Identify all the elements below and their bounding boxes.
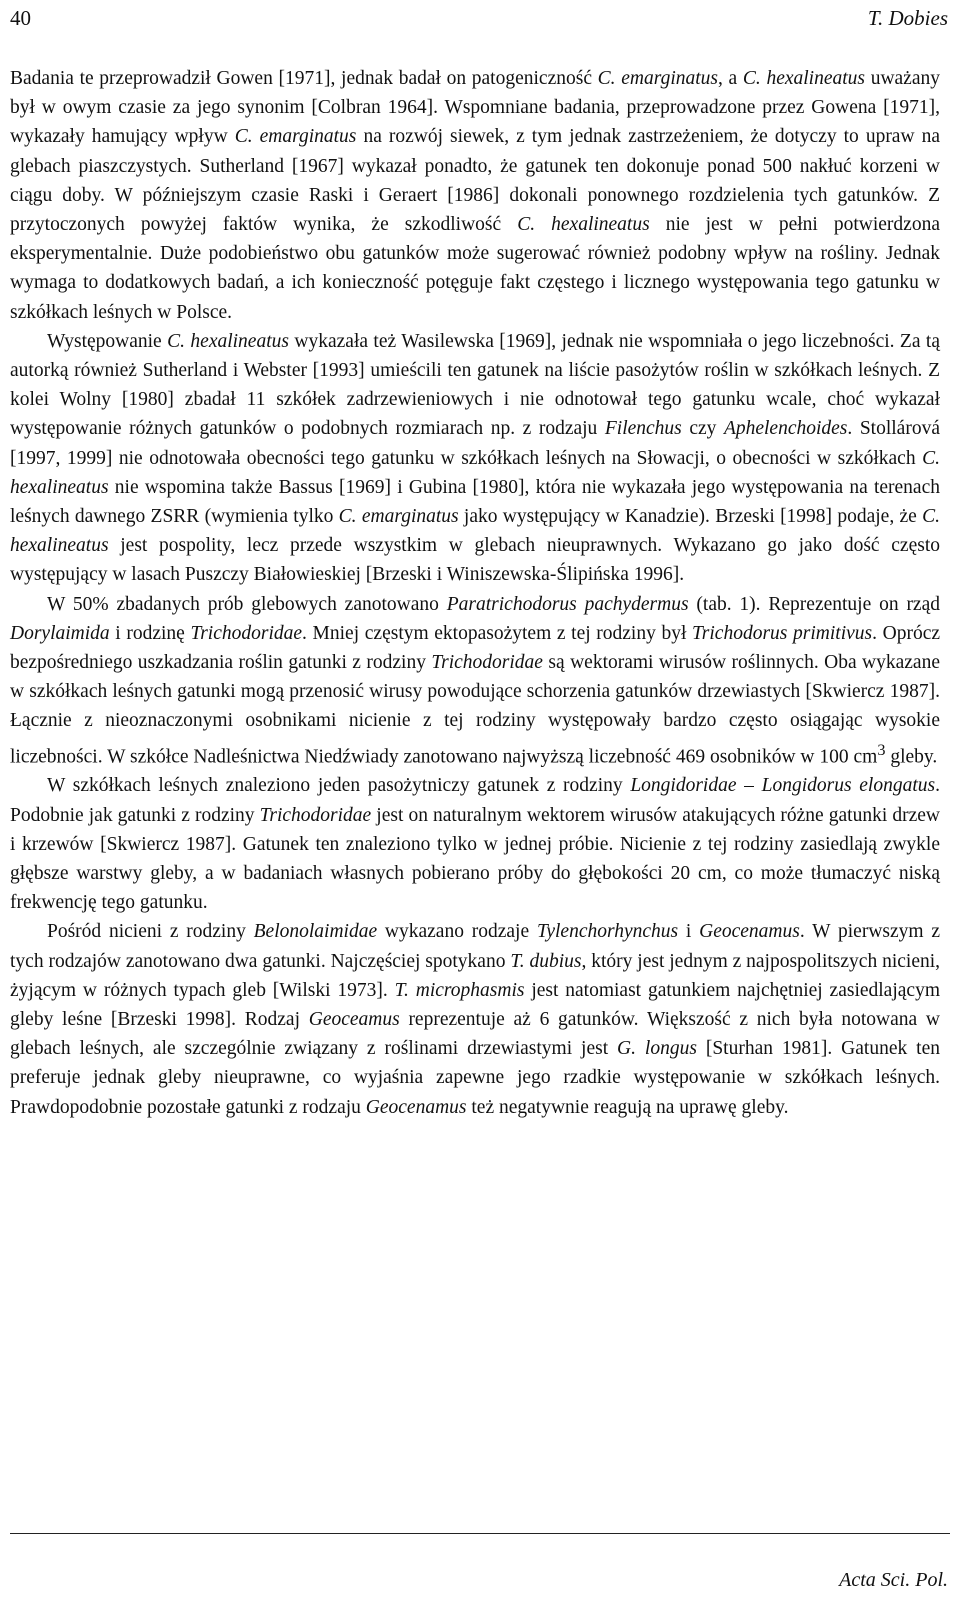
italic-term: Geocenamus	[365, 1096, 467, 1118]
paragraph-1	[10, 64, 940, 327]
italic-term: Geocenamus	[699, 921, 800, 943]
text-run: i rodzinę	[109, 622, 191, 644]
text-run: W szkółkach leśnych znaleziono jeden pasożytniczy gatunek z rodziny	[47, 775, 631, 797]
text-run: reprezentuje aż 6 gatunków. Większość z nich była notowana w glebach leśnych, ale szczególnie związany z roślinami drzewiastymi jest	[10, 1009, 940, 1060]
italic-term: Trichodoridae	[190, 622, 303, 644]
text-run: , a	[718, 68, 743, 89]
text-run: . Stollárová [1997, 1999] nie odnotowała obecności tego gatunku w szkółkach leśnych na Słowacji, o obecności w szkółkach	[10, 418, 940, 469]
running-author: T. Dobies	[867, 6, 948, 30]
text-run: W 50% zbadanych prób glebowych zanotowano	[47, 593, 447, 615]
text-run: Występowanie	[47, 330, 168, 352]
italic-term: C. emarginatus	[338, 506, 459, 528]
text-run: nie wspomina także Bassus [1969] i Gubina [1980], która nie wykazała jego występowania na terenach leśnych dawnego ZSRR (wymienia tylko	[10, 476, 940, 528]
italic-term: G. longus	[617, 1038, 697, 1060]
text-run: nie jest w pełni potwierdzona eksperymentalnie. Duże podobieństwo obu gatunków może sugerować również podobny wpływ na rośliny. Jednak wymaga to dodatkowych badań, a ich konieczność potęguje fakt częstego i licznego występowania tego gatunku w szkółkach leśnych w Polsce.	[10, 214, 940, 323]
text-run: gleby.	[885, 746, 938, 768]
italic-term: C. hexalineatus	[10, 506, 940, 557]
italic-term: Paratrichodorus pachydermus	[446, 593, 689, 615]
text-run: czy	[681, 418, 724, 440]
text-run: [Sturhan 1981]. Gatunek ten preferuje jednak gleby nieuprawne, co wyjaśnia zapewne jego rzadkie występowanie w szkółkach leśnych. Prawdopodobnie pozostałe gatunki z rodzaju	[10, 1038, 940, 1118]
text-run: też negatywnie reagują na uprawę gleby.	[466, 1096, 789, 1118]
page-number: 40	[10, 6, 31, 30]
italic-term: C. hexalineatus	[742, 68, 866, 89]
italic-term: Geoceamus	[308, 1009, 400, 1030]
italic-term: Trichodoridae	[259, 804, 372, 826]
italic-term: C. emarginatus	[597, 68, 718, 89]
italic-term: Tylenchorhynchus	[536, 921, 679, 943]
text-run: na rozwój siewek, z tym jednak zastrzeżeniem, że dotyczy to upraw na glebach piaszczystych. Sutherland [1967] wykazał ponadto, że gatunek ten dokonuje ponad 500 nakłuć korzeni w ciągu doby. W późniejszym czasie Raski i Geraert [1986] dokonali ponownego rozdzielenia tych gatunków. Z przytoczonych powyżej faktów wynika, że szkodliwość	[10, 126, 940, 236]
text-run: wykazała też Wasilewska [1969], jednak nie wspomniała o jego liczebności. Za tą autorką również Sutherland i Webster [1993] umieścili ten gatunek na liście pasożytów roślin w szkółkach leśnych. Z kolei Wolny [1980] zbadał 11 szkółek zadrzewieniowych i nie odnotował tego gatunku wcale, choć wykazał występowanie różnych gatunków o podobnych rozmiarach np. z rodzaju	[10, 330, 940, 440]
paragraph-4	[10, 771, 940, 917]
text-run: . Podobnie jak gatunki z rodziny	[10, 775, 940, 826]
text-run: jest on naturalnym wektorem wirusów atakujących różne gatunki drzew i krzewów [Skwiercz 1987]. Gatunek ten znaleziono tylko w jednej próbie. Nicienie z tej rodziny zasiedlają zwykle głębsze warstwy gleby, a w badaniach własnych pobierano próby do głębokości 20 cm, co może tłumaczyć niską frekwencję tego gatunku.	[10, 804, 940, 914]
italic-term: Trichodorus primitivus	[692, 622, 873, 644]
italic-term: T. microphasmis	[394, 979, 525, 1001]
text-run: jako występujący w Kanadzie). Brzeski [1998] podaje, że	[458, 506, 923, 528]
text-run: . W pierwszym z tych rodzajów zanotowano dwa gatunki. Najczęściej spotykano	[10, 921, 941, 972]
text-run: Pośród nicieni z rodziny	[47, 921, 254, 943]
text-run: są wektorami wirusów roślinnych. Oba wykazane w szkółkach leśnych gatunki mogą przenosić wirusy powodujące schorzenia gatunków drzewiastych [Skwiercz 1987]. Łącznie z nieoznaczonymi osobnikami nicienie z tej rodziny występowały bardzo często osiągając wysokie liczebności. W szkółce Nadleśnictwa Niedźwiady zanotowano najwyższą liczebność 469 osobników w 100 cm	[10, 652, 940, 768]
text-run: i	[678, 921, 700, 943]
text-run: Badania te przeprowadził Gowen [1971], jednak badał on patogeniczność	[10, 68, 598, 89]
text-run: (tab. 1). Reprezentuje on rząd	[688, 593, 940, 615]
text-run: uważany był w owym czasie za jego synonim [Colbran 1964]. Wspomniane badania, przeprowadzone przez Gowena [1971], wykazały hamujący wpływ	[10, 68, 940, 148]
text-run: jest natomiast gatunkiem najchętniej zasiedlającym gleby leśne [Brzeski 1998]. Rodzaj	[10, 979, 940, 1030]
italic-term: C. hexalineatus	[517, 214, 650, 236]
text-run: jest pospolity, lecz przede wszystkim w glebach nieuprawnych. Wykazano go jako dość często występujący w lasach Puszczy Białowieskiej [Brzeski i Winiszewska-Ślipińska 1996].	[10, 535, 940, 586]
journal-footer: Acta Sci. Pol.	[839, 1569, 948, 1591]
text-run: , który jest jednym z najpospolitszych nicieni, żyjącym w różnych typach gleb [Wilski 1973].	[10, 950, 941, 1001]
italic-term: Belonolaimidae	[253, 921, 378, 943]
italic-term: C. hexalineatus	[10, 447, 940, 498]
footer-rule	[10, 1533, 950, 1534]
italic-term: T. dubius	[510, 950, 582, 972]
text-run: . Mniej częstym ektopasożytem z tej rodziny był	[302, 622, 693, 644]
italic-term: Dorylaimida	[10, 622, 110, 644]
article-body	[10, 64, 940, 1122]
paragraph-3	[10, 590, 940, 772]
running-header	[10, 4, 948, 32]
italic-term: Aphelenchoides	[723, 418, 848, 440]
italic-term: C. hexalineatus	[167, 330, 289, 352]
italic-term: Longidoridae – Longidorus elongatus	[630, 775, 936, 797]
text-run: wykazano rodzaje	[377, 921, 537, 943]
paragraph-5	[10, 917, 940, 1121]
italic-term: C. emarginatus	[234, 126, 357, 148]
superscript: 3	[877, 740, 886, 759]
paragraph-2	[10, 327, 940, 590]
italic-term: Filenchus	[604, 418, 682, 440]
text-run: . Oprócz bezpośredniego uszkadzania roślin gatunki z rodziny	[10, 622, 941, 674]
italic-term: Trichodoridae	[431, 652, 543, 674]
